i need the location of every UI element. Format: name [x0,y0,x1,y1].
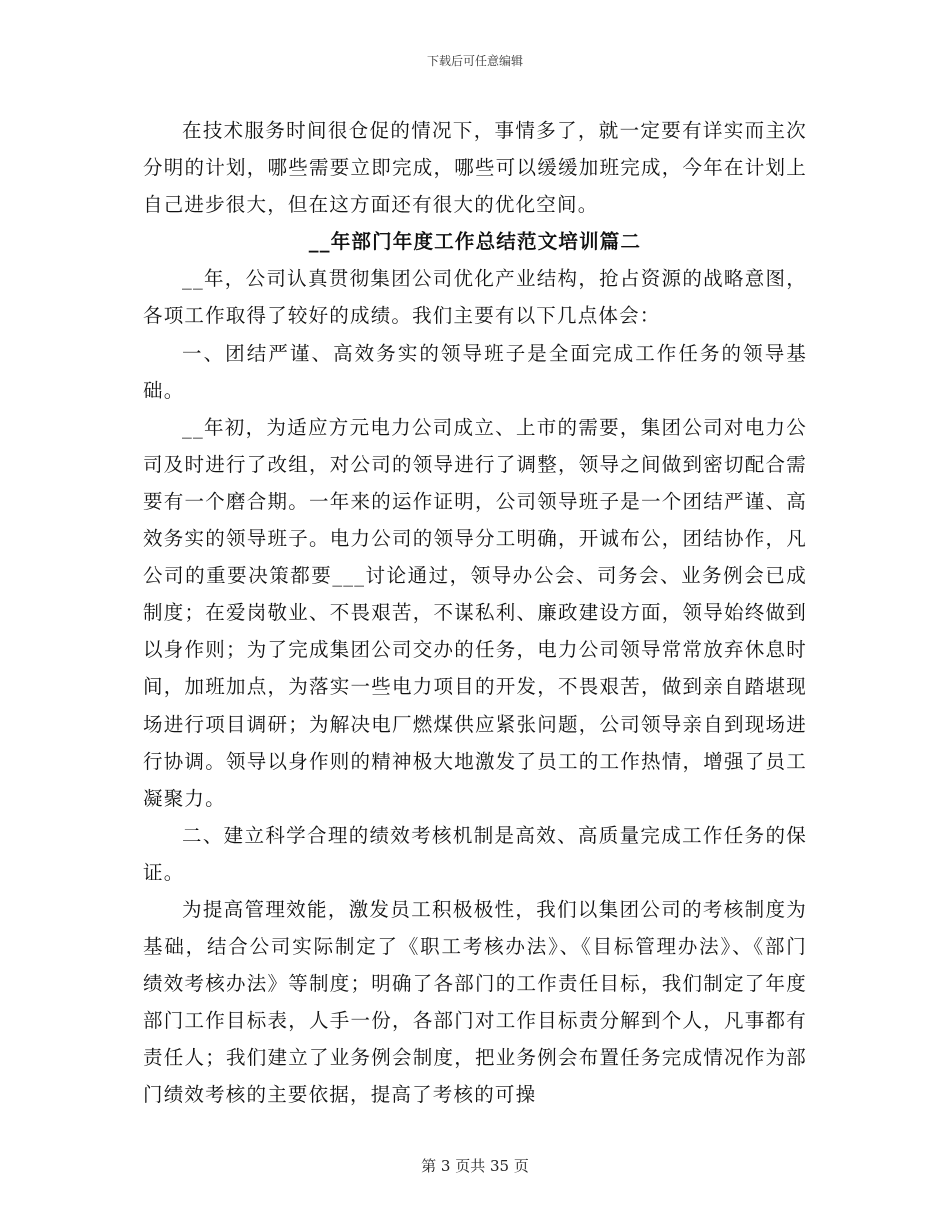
paragraph-5: 二、建立科学合理的绩效考核机制是高效、高质量完成工作任务的保证。 [143,823,807,884]
paragraph-4: __年初，为适应方元电力公司成立、上市的需要，集团公司对电力公司及时进行了改组，对公司的领导进行了调整，领导之间做到密切配合需要有一个磨合期。一年来的运作证明，公司领导班子是一个团结严谨、高效务实的领导班子。电力公司的领导分工明确，开诚布公，团结协作，凡公司的重要决策都要___讨论通过，领导办公会、司务会、业务例会已成制度；在爱岗敬业、不畏艰苦，不谋私利、廉政建设方面，领导始终做到以身作则；为了完成集团公司交办的任务，电力公司领导常常放弃休息时间，加班加点，为落实一些电力项目的开发，不畏艰苦，做到亲自踏堪现场进行项目调研；为解决电厂燃煤供应紧张问题，公司领导亲自到现场进行协调。领导以身作则的精神极大地激发了员工的工作热情，增强了员工凝聚力。 [143,415,807,810]
page-header: 下载后可任意编辑 [426,54,523,68]
section-title: __年部门年度工作总结范文培训篇二 [308,230,642,254]
paragraph-3: 一、团结严谨、高效务实的领导班子是全面完成工作任务的领导基础。 [143,341,807,402]
page-footer: 第 3 页共 35 页 [421,1157,529,1175]
paragraph-6: 为提高管理效能，激发员工积极极性，我们以集团公司的考核制度为基础，结合公司实际制定了《职工考核办法》、《目标管理办法》、《部门绩效考核办法》等制度；明确了各部门的工作责任目标，我们制定了年度部门工作目标表，人手一份，各部门对工作目标责分解到个人，凡事都有责任人；我们建立了业务例会制度，把业务例会布置任务完成情况作为部门绩效考核的主要依据，提高了考核的可操 [143,897,807,1107]
paragraph-1: 在技术服务时间很仓促的情况下，事情多了，就一定要有详实而主次分明的计划，哪些需要立即完成，哪些可以缓缓加班完成，今年在计划上自己进步很大，但在这方面还有很大的优化空间。 [143,119,807,217]
document-body [143,112,807,1114]
paragraph-2: __年，公司认真贯彻集团公司优化产业结构，抢占资源的战略意图，各项工作取得了较好的成绩。我们主要有以下几点体会： [143,267,807,328]
